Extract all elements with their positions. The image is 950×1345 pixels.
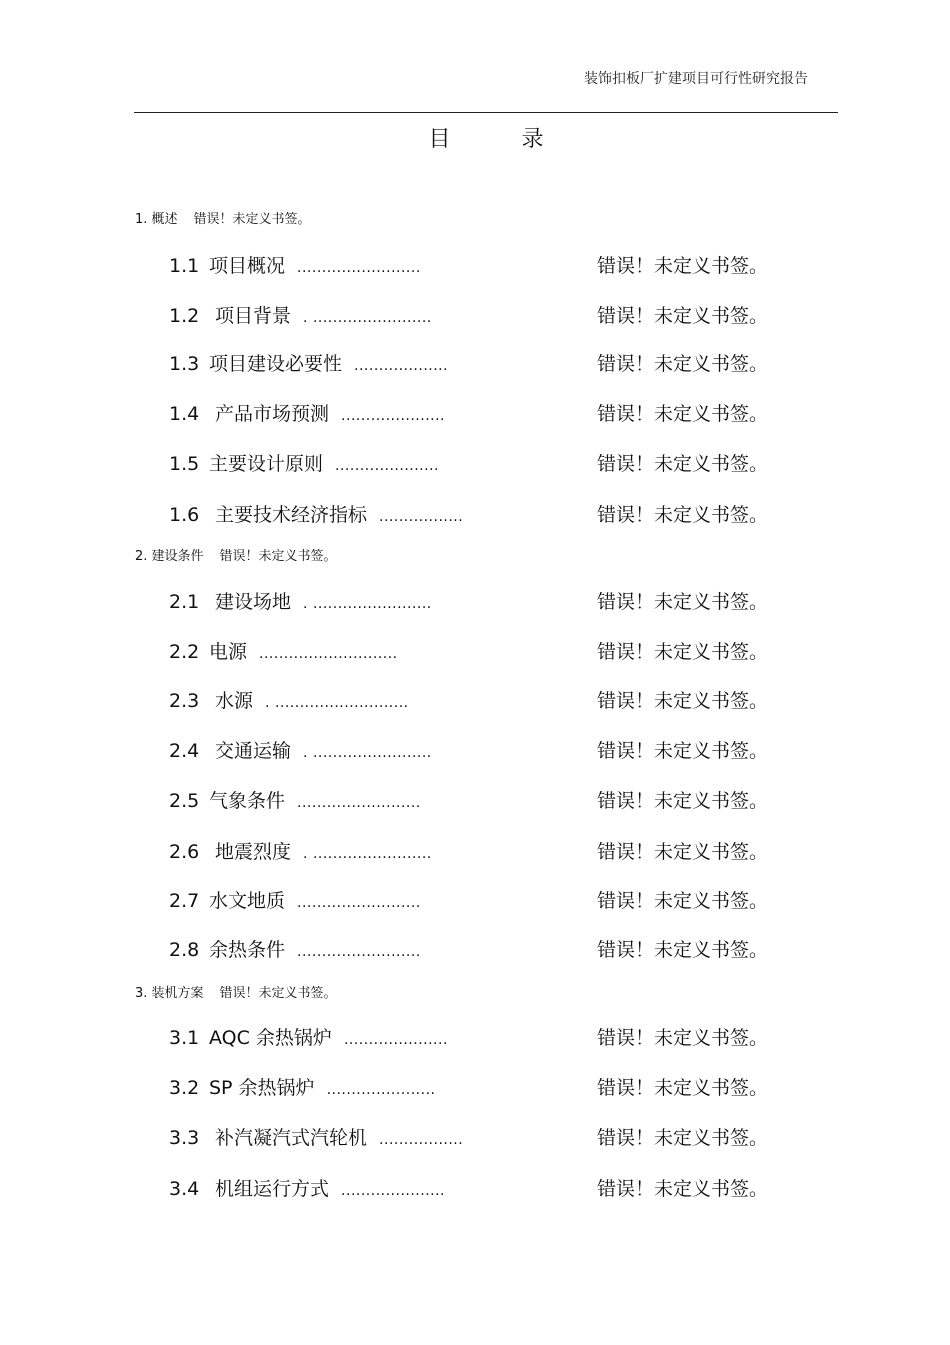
toc-entry-leader: ...................... bbox=[326, 1082, 436, 1098]
toc-entry-number: 2.4 bbox=[169, 740, 200, 762]
toc-entry-2-6[interactable] bbox=[169, 839, 809, 865]
toc-entry-error: 错误！未定义书签。 bbox=[597, 453, 769, 475]
toc-entry-number: 1.6 bbox=[169, 504, 200, 526]
toc-entry-3-4[interactable] bbox=[169, 1176, 809, 1202]
toc-entry-leader: . ........................ bbox=[303, 846, 432, 862]
toc-entry-text: 地震烈度 bbox=[209, 841, 292, 863]
toc-section-error: 错误！未定义书签。 bbox=[193, 212, 311, 227]
toc-section-2[interactable] bbox=[135, 548, 337, 566]
toc-entry-number: 1.2 bbox=[169, 305, 200, 327]
toc-entry-2-8[interactable] bbox=[169, 937, 809, 963]
toc-entry-leader: ..................... bbox=[343, 1032, 448, 1048]
toc-entry-error: 错误！未定义书签。 bbox=[597, 591, 769, 613]
toc-entry-text: 建设场地 bbox=[209, 591, 292, 613]
toc-entry-2-4[interactable] bbox=[169, 738, 809, 764]
toc-entry-number: 3.4 bbox=[169, 1178, 200, 1200]
toc-entry-1-6[interactable] bbox=[169, 502, 809, 528]
toc-entry-1-5[interactable] bbox=[169, 451, 809, 477]
toc-entry-number: 2.2 bbox=[169, 641, 200, 663]
toc-entry-number: 1.5 bbox=[169, 453, 200, 475]
toc-entry-leader: ......................... bbox=[297, 260, 421, 276]
toc-entry-leader: . ........................... bbox=[265, 695, 409, 711]
report-header-title: 装饰扣板厂扩建项目可行性研究报告 bbox=[584, 71, 808, 87]
toc-section-label: 1. 概述 bbox=[135, 212, 178, 227]
toc-entry-text: 主要技术经济指标 bbox=[209, 504, 368, 526]
toc-entry-3-3[interactable] bbox=[169, 1125, 809, 1151]
toc-entry-3-2[interactable] bbox=[169, 1075, 809, 1101]
toc-entry-text: AQC 余热锅炉 bbox=[209, 1027, 332, 1049]
toc-entry-error: 错误！未定义书签。 bbox=[597, 890, 769, 912]
toc-entry-text: 水源 bbox=[209, 690, 254, 712]
toc-entry-2-3[interactable] bbox=[169, 688, 809, 714]
toc-title: 目 录 bbox=[428, 127, 576, 152]
toc-entry-leader: ................. bbox=[379, 509, 464, 525]
toc-section-label: 2. 建设条件 bbox=[135, 549, 204, 564]
toc-entry-1-1[interactable] bbox=[169, 253, 809, 279]
toc-section-error: 错误！未定义书签。 bbox=[219, 986, 337, 1001]
toc-entry-text: 项目建设必要性 bbox=[209, 353, 343, 375]
toc-entry-text: 补汽凝汽式汽轮机 bbox=[209, 1127, 368, 1149]
toc-entry-leader: ..................... bbox=[341, 1183, 446, 1199]
toc-entry-text: 项目概况 bbox=[209, 255, 286, 277]
toc-entry-number: 2.1 bbox=[169, 591, 200, 613]
toc-entry-number: 3.3 bbox=[169, 1127, 200, 1149]
toc-entry-text: 气象条件 bbox=[209, 790, 286, 812]
toc-entry-error: 错误！未定义书签。 bbox=[597, 790, 769, 812]
toc-entry-number: 2.6 bbox=[169, 841, 200, 863]
toc-entry-leader: ............................ bbox=[259, 646, 398, 662]
toc-entry-text: 交通运输 bbox=[209, 740, 292, 762]
toc-entry-error: 错误！未定义书签。 bbox=[597, 353, 769, 375]
toc-entry-error: 错误！未定义书签。 bbox=[597, 255, 769, 277]
toc-entry-leader: . ........................ bbox=[303, 745, 432, 761]
toc-entry-text: SP 余热锅炉 bbox=[209, 1077, 315, 1099]
toc-entry-error: 错误！未定义书签。 bbox=[597, 690, 769, 712]
toc-entry-text: 机组运行方式 bbox=[209, 1178, 330, 1200]
toc-entry-error: 错误！未定义书签。 bbox=[597, 841, 769, 863]
toc-entry-number: 1.3 bbox=[169, 353, 200, 375]
toc-section-error: 错误！未定义书签。 bbox=[219, 549, 337, 564]
toc-entry-error: 错误！未定义书签。 bbox=[597, 1077, 769, 1099]
toc-entry-number: 1.4 bbox=[169, 403, 200, 425]
toc-entry-number: 2.8 bbox=[169, 939, 200, 961]
toc-entry-text: 产品市场预测 bbox=[209, 403, 330, 425]
toc-entry-text: 项目背景 bbox=[209, 305, 292, 327]
toc-entry-2-2[interactable] bbox=[169, 639, 809, 665]
toc-entry-error: 错误！未定义书签。 bbox=[597, 939, 769, 961]
toc-entry-number: 2.7 bbox=[169, 890, 200, 912]
toc-entry-number: 1.1 bbox=[169, 255, 200, 277]
toc-entry-error: 错误！未定义书签。 bbox=[597, 1027, 769, 1049]
toc-entry-number: 2.5 bbox=[169, 790, 200, 812]
toc-entry-text: 余热条件 bbox=[209, 939, 286, 961]
toc-entry-leader: . ........................ bbox=[303, 310, 432, 326]
toc-entry-2-1[interactable] bbox=[169, 589, 809, 615]
toc-entry-error: 错误！未定义书签。 bbox=[597, 403, 769, 425]
toc-entry-leader: ..................... bbox=[335, 458, 439, 474]
toc-entry-leader: ................. bbox=[379, 1132, 464, 1148]
toc-entry-error: 错误！未定义书签。 bbox=[597, 641, 769, 663]
toc-entry-error: 错误！未定义书签。 bbox=[597, 504, 769, 526]
toc-entry-error: 错误！未定义书签。 bbox=[597, 305, 769, 327]
toc-entry-2-5[interactable] bbox=[169, 788, 809, 814]
toc-entry-number: 3.2 bbox=[169, 1077, 200, 1099]
toc-entry-error: 错误！未定义书签。 bbox=[597, 1127, 769, 1149]
toc-entry-leader: ......................... bbox=[297, 944, 421, 960]
toc-entry-leader: ......................... bbox=[297, 895, 421, 911]
toc-entry-error: 错误！未定义书签。 bbox=[597, 740, 769, 762]
toc-entry-number: 2.3 bbox=[169, 690, 200, 712]
toc-section-1[interactable] bbox=[135, 211, 311, 229]
toc-section-3[interactable] bbox=[135, 985, 337, 1003]
toc-section-label: 3. 装机方案 bbox=[135, 986, 204, 1001]
toc-entry-leader: . ........................ bbox=[303, 596, 432, 612]
toc-entry-1-4[interactable] bbox=[169, 401, 809, 427]
toc-entry-3-1[interactable] bbox=[169, 1025, 809, 1051]
toc-entry-leader: ................... bbox=[354, 358, 449, 374]
toc-entry-text: 主要设计原则 bbox=[209, 453, 324, 475]
toc-entry-text: 水文地质 bbox=[209, 890, 286, 912]
toc-entry-2-7[interactable] bbox=[169, 888, 809, 914]
toc-entry-leader: ..................... bbox=[341, 408, 446, 424]
toc-entry-1-3[interactable] bbox=[169, 351, 809, 377]
toc-entry-leader: ......................... bbox=[297, 795, 421, 811]
toc-entry-number: 3.1 bbox=[169, 1027, 200, 1049]
toc-entry-1-2[interactable] bbox=[169, 303, 809, 329]
toc-entry-error: 错误！未定义书签。 bbox=[597, 1178, 769, 1200]
toc-entry-text: 电源 bbox=[209, 641, 248, 663]
